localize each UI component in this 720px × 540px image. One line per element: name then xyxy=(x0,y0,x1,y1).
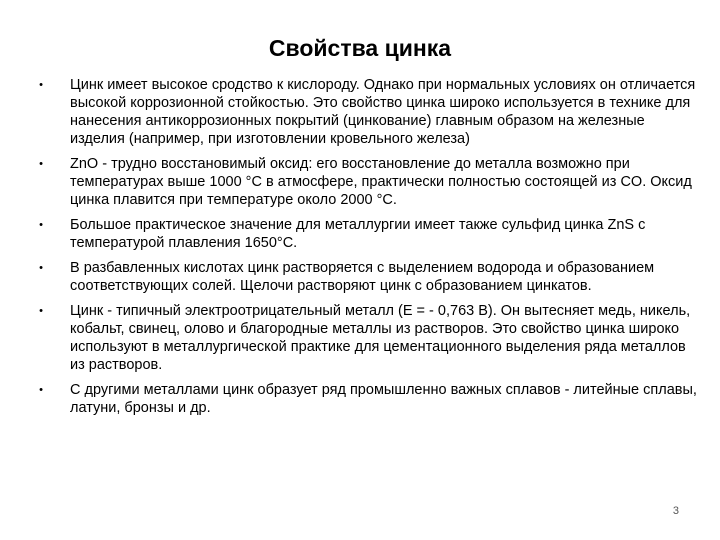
bullet-text: Большое практическое значение для металлургии имеет также сульфид цинка ZnS с температурой плавления 1650°C. xyxy=(70,217,646,251)
bullet-item xyxy=(36,76,700,148)
bullet-dot: • xyxy=(39,262,43,274)
bullet-item xyxy=(36,216,700,252)
bullet-item xyxy=(36,155,700,209)
bullet-text: В разбавленных кислотах цинк растворяется с выделением водорода и образованием соответствующих солей. Щелочи растворяют цинк с образованием цинкатов. xyxy=(70,260,655,294)
bullet-dot: • xyxy=(39,79,43,91)
bullet-text: Цинк имеет высокое сродство к кислороду. Однако при нормальных условиях он отличается высокой коррозионной стойкостью. Это свойство цинка широко используется в технике для нанесения антикоррозионных покрытий (цинкование) главным образом на железные изделия (например, при изготовлении кровельного железа) xyxy=(70,77,696,147)
bullet-text: С другими металлами цинк образует ряд промышленно важных сплавов - литейные сплавы, латуни, бронзы и др. xyxy=(70,382,697,416)
bullet-item xyxy=(36,259,700,295)
bullet-dot: • xyxy=(39,305,43,317)
bullet-dot: • xyxy=(39,158,43,170)
page-number: 3 xyxy=(672,505,679,517)
bullet-item xyxy=(36,302,700,374)
bullet-list xyxy=(36,76,700,424)
bullet-text: ZnO - трудно восстановимый оксид: его восстановление до металла возможно при температурах выше 1000 °C в атмосфере, практически полностью состоящей из CO. Оксид цинка плавится при температуре около 2000 °C. xyxy=(70,156,692,208)
slide-title: Свойства цинка xyxy=(268,35,452,61)
bullet-dot: • xyxy=(39,384,43,396)
bullet-item xyxy=(36,381,700,417)
bullet-text: Цинк - типичный электроотрицательный металл (E = - 0,763 В). Он вытесняет медь, никель, кобальт, свинец, олово и благородные металлы из растворов. Это свойство цинка широко используют в металлургической практике для цементационного выделения ряда металлов из растворов. xyxy=(70,303,691,373)
bullet-dot: • xyxy=(39,219,43,231)
